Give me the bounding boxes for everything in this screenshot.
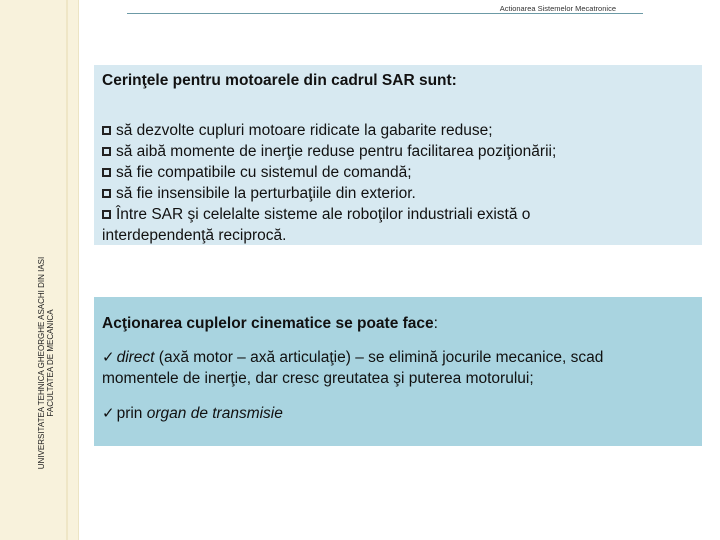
square-bullet-icon [102,189,111,198]
list-item-continuation: interdependenţă reciprocă. [102,227,287,244]
faculty-name: FACULTATEA DE MECANICA [46,309,55,417]
requirements-title: Cerinţele pentru motoarele din cadrul SAR sunt: [102,72,457,89]
university-label [37,257,55,470]
actuation-box [94,297,702,446]
requirements-list [102,120,694,246]
list-item: să aibă momente de inerţie reduse pentru facilitarea poziţionării; [102,141,694,162]
list-item: Între SAR şi celelalte sisteme ale roboţilor industriali există o [102,204,694,225]
square-bullet-icon [102,147,111,156]
checkmark-icon: ✓ [102,405,115,422]
actuation-title: Acţionarea cuplelor cinematice se poate face: [102,315,438,332]
square-bullet-icon [102,168,111,177]
list-item: ✓ direct (axă motor – axă articulaţie) – se elimină jocurile mecanice, scad momentele de inerţie, dar cresc greutatea şi puterea motorului; [102,349,604,387]
header-title: Actionarea Sistemelor Mecatronice [499,4,616,13]
header-rule [127,13,643,14]
list-item: să fie insensibile la perturbaţiile din exterior. [102,183,694,204]
sidebar-divider [66,0,68,540]
list-item: să dezvolte cupluri motoare ridicate la gabarite reduse; [102,120,694,141]
square-bullet-icon [102,126,111,135]
university-name: UNIVERSITATEA TEHNICA GHEORGHE ASACHI DIN IASI [37,256,46,470]
checkmark-icon: ✓ [102,349,115,366]
requirements-box [94,65,702,245]
list-item: să fie compatibile cu sistemul de comandă; [102,162,694,183]
sidebar [0,0,79,540]
square-bullet-icon [102,210,111,219]
list-item: ✓ prin organ de transmisie [102,405,283,422]
